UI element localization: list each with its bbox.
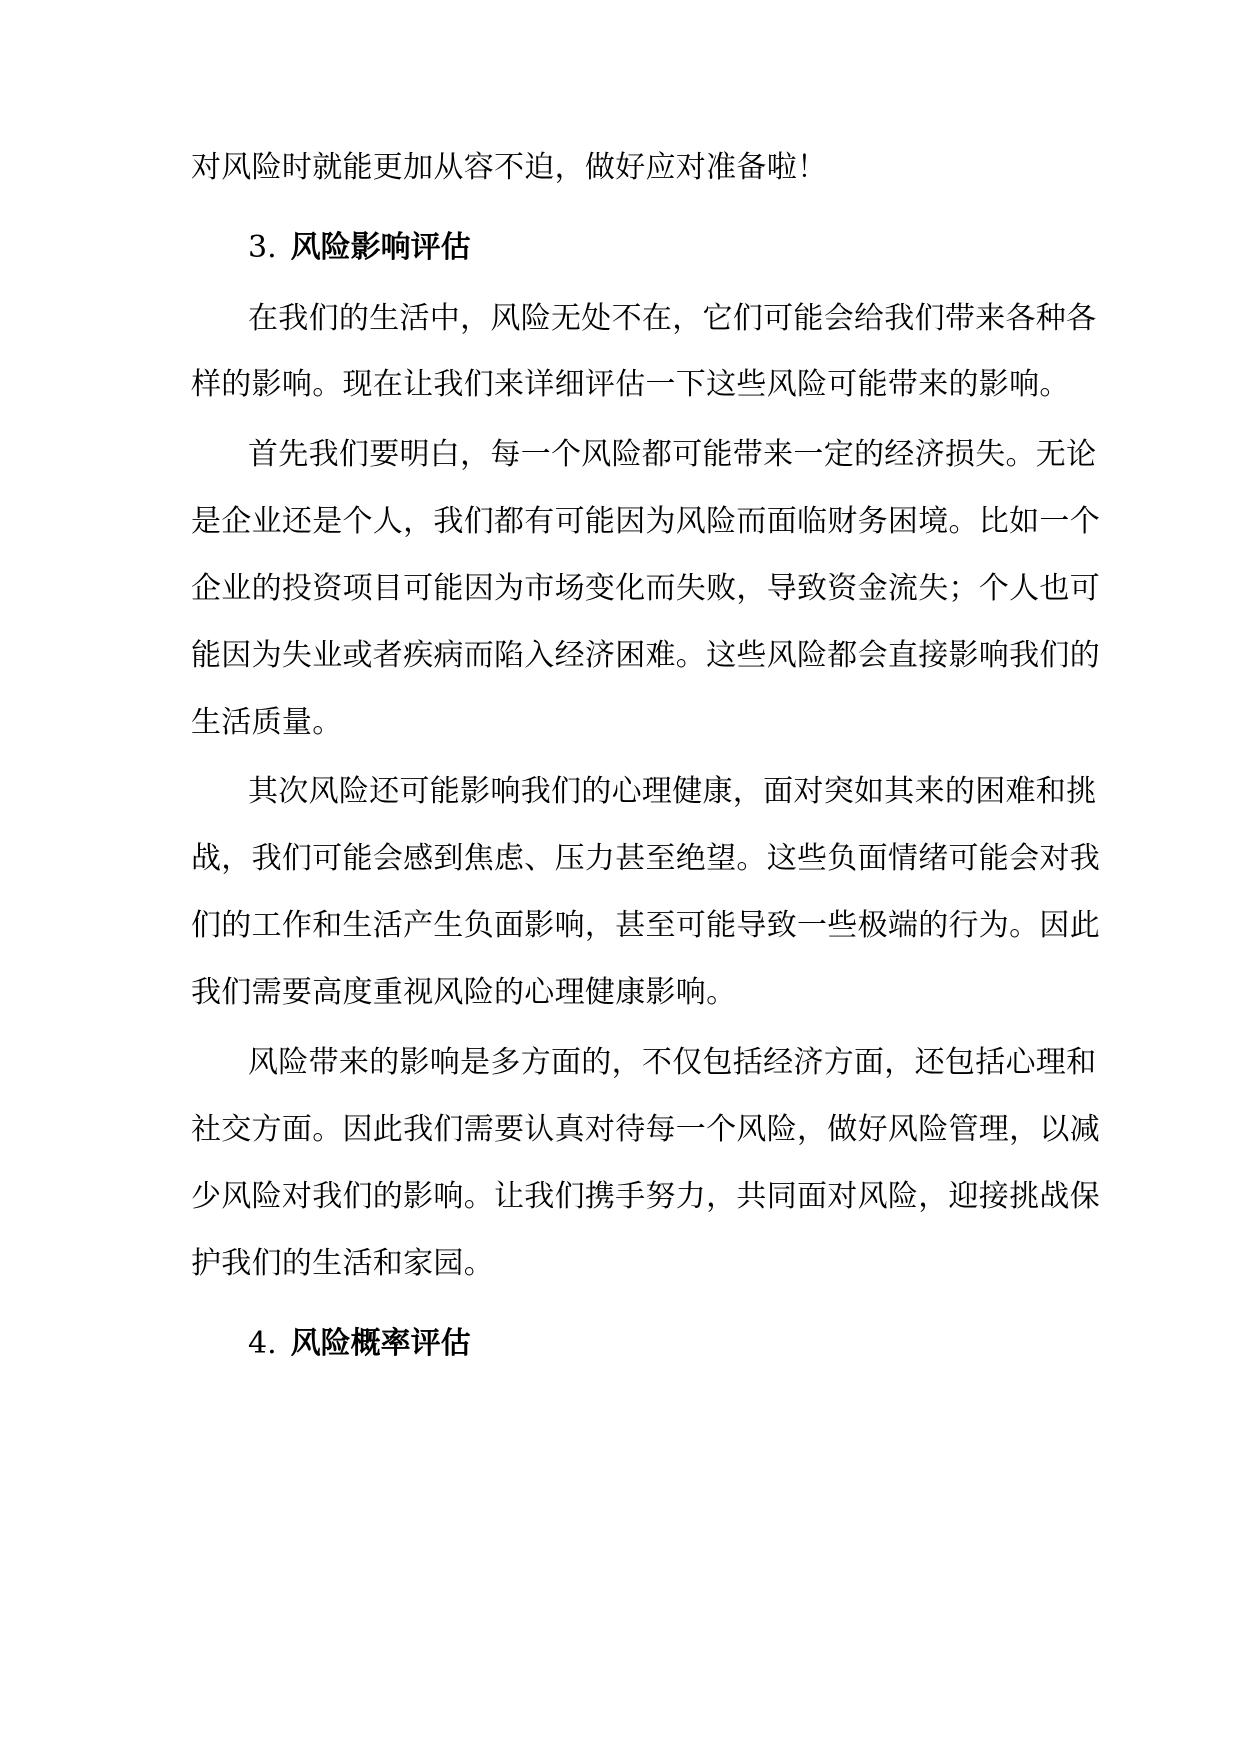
paragraph-2-line-4: 能因为失业或者疾病而陷入经济困难。这些风险都会直接影响我们的	[191, 638, 1100, 673]
paragraph-2-line-5: 生活质量。	[191, 705, 343, 740]
paragraph-2-line-3: 企业的投资项目可能因为市场变化而失败，导致资金流失；个人也可	[191, 571, 1100, 606]
paragraph-3-line-2: 战，我们可能会感到焦虑、压力甚至绝望。这些负面情绪可能会对我	[191, 841, 1100, 876]
paragraph-2-line-2: 是企业还是个人，我们都有可能因为风险而面临财务困境。比如一个	[191, 504, 1100, 539]
section-heading-4	[248, 1324, 471, 1364]
section-number: 3.	[248, 230, 277, 265]
paragraph-4-line-2: 社交方面。因此我们需要认真对待每一个风险，做好风险管理，以减	[191, 1112, 1100, 1147]
paragraph-2-line-1: 首先我们要明白，每一个风险都可能带来一定的经济损失。无论	[248, 437, 1097, 472]
paragraph-3-line-3: 们的工作和生活产生负面影响，甚至可能导致一些极端的行为。因此	[191, 908, 1100, 943]
paragraph-3-line-1: 其次风险还可能影响我们的心理健康，面对突如其来的困难和挑	[248, 774, 1097, 809]
paragraph-3-line-4: 我们需要高度重视风险的心理健康影响。	[191, 975, 737, 1010]
paragraph-4-line-3: 少风险对我们的影响。让我们携手努力，共同面对风险，迎接挑战保	[191, 1179, 1100, 1214]
paragraph-4-line-1: 风险带来的影响是多方面的，不仅包括经济方面，还包括心理和	[248, 1045, 1097, 1080]
paragraph-4-line-4: 护我们的生活和家园。	[191, 1246, 494, 1281]
section-heading-3	[248, 228, 471, 268]
paragraph-1-line-1: 在我们的生活中，风险无处不在，它们可能会给我们带来各种各	[248, 301, 1097, 336]
paragraph-1-line-2: 样的影响。现在让我们来详细评估一下这些风险可能带来的影响。	[191, 367, 1070, 402]
section-number: 4.	[248, 1326, 277, 1361]
section-title: 风险概率评估	[290, 1326, 471, 1361]
body-text-line: 对风险时就能更加从容不迫，做好应对准备啦！	[191, 150, 828, 185]
section-title: 风险影响评估	[290, 230, 471, 265]
